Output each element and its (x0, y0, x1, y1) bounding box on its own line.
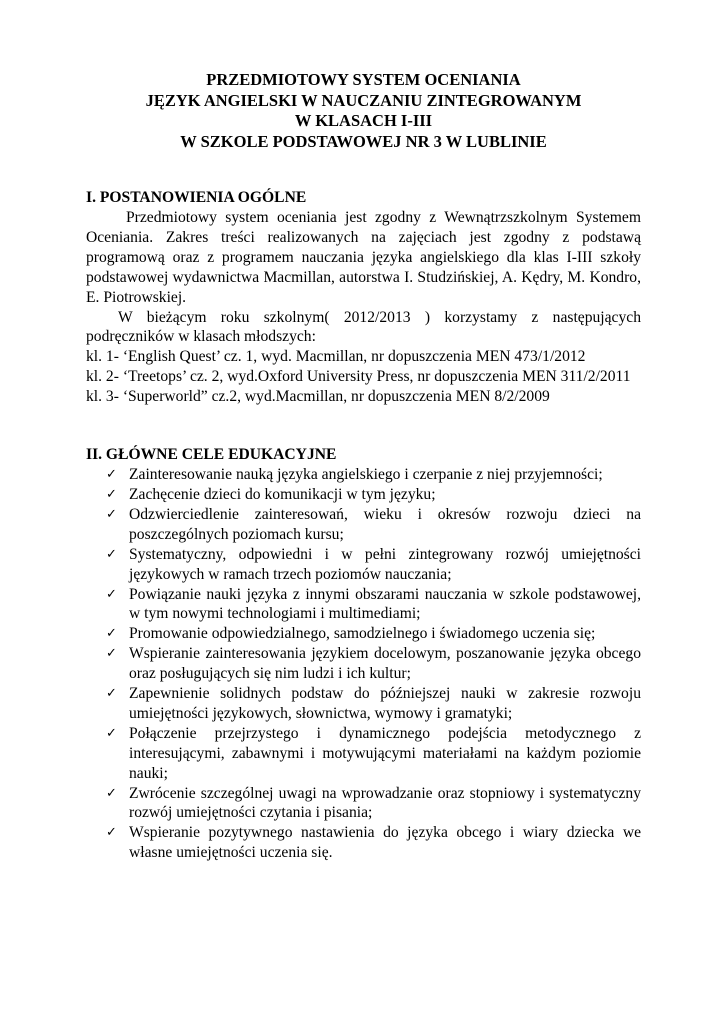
textbook-item: kl. 2- ‘Treetops’ cz. 2, wyd.Oxford University Press, nr dopuszczenia MEN 311/2/2011 (86, 368, 631, 386)
title-line-4: W SZKOLE PODSTAWOWEJ NR 3 W LUBLINIE (180, 131, 547, 151)
goal-text: Zainteresowanie nauką języka angielskiego i czerpanie z niej przyjemności; (129, 466, 603, 484)
list-item (106, 644, 641, 684)
check-icon: ✓ (106, 506, 117, 522)
list-item (106, 823, 641, 863)
list-item (106, 624, 641, 644)
goal-text: Zwrócenie szczególnej uwagi na wprowadzanie oraz stopniowy i systematyczny rozwój umiejętności czytania i pisania; (129, 784, 641, 822)
check-icon: ✓ (106, 626, 117, 642)
textbook-item: kl. 3- ‘Superworld” cz.2, wyd.Macmillan, nr dopuszczenia MEN 8/2/2009 (86, 388, 550, 406)
goal-text: Systematyczny, odpowiedni i w pełni zintegrowany rozwój umiejętności językowych w ramach trzech poziomów nauczania; (129, 545, 641, 583)
list-item (106, 585, 641, 625)
section-1-paragraph-1: Przedmiotowy system oceniania jest zgodny z Wewnątrzszkolnym Systemem Oceniania. Zakres treści realizowanych na zajęciach jest zgodny z podstawą programową oraz z programem nauczania języka angielskiego dla klas I-III szkoły podstawowej wydawnictwa Macmillan, autorstwa I. Studzińskiej, A. Kędry, M. Kondro, E. Piotrowskiej. (86, 209, 641, 306)
goal-text: Zachęcenie dzieci do komunikacji w tym języku; (129, 485, 436, 503)
list-item (106, 724, 641, 784)
document-page (86, 70, 641, 863)
check-icon: ✓ (106, 467, 117, 483)
goal-text: Wspieranie zainteresowania językiem docelowym, poszanowanie języka obcego oraz posługujących się nim ludzi i ich kultur; (129, 645, 641, 683)
title-line-3: W KLASACH I-III (294, 111, 433, 130)
textbook-list (86, 347, 641, 407)
section-1-paragraph-2: W bieżącym roku szkolnym( 2012/2013 ) korzystamy z następujących podręczników w klasach młodszych: (86, 308, 641, 346)
section-1-heading: I. POSTANOWIENIA OGÓLNE (86, 189, 307, 206)
list-item (106, 465, 641, 485)
goal-text: Połączenie przejrzystego i dynamicznego podejścia metodycznego z interesującymi, zabawnymi i motywującymi materiałami na każdym poziomie nauki; (129, 724, 641, 782)
section-educational-goals (86, 445, 641, 863)
check-icon: ✓ (106, 586, 117, 602)
check-icon: ✓ (106, 546, 117, 562)
check-icon: ✓ (106, 686, 117, 702)
title-line-2: JĘZYK ANGIELSKI W NAUCZANIU ZINTEGROWANYM (145, 90, 582, 110)
textbook-item: kl. 1- ‘English Quest’ cz. 1, wyd. Macmillan, nr dopuszczenia MEN 473/1/2012 (86, 348, 586, 366)
goal-text: Zapewnienie solidnych podstaw do późniejszej nauki w zakresie rozwoju umiejętności językowych, słownictwa, wymowy i gramatyki; (129, 685, 641, 722)
goal-text: Powiązanie nauki języka z innymi obszarami nauczania w szkole podstawowej, w tym nowymi technologiami i multimediami; (129, 585, 641, 623)
check-icon: ✓ (106, 785, 117, 801)
goal-text: Odzwierciedlenie zainteresowań, wieku i okresów rozwoju dzieci na poszczególnych poziomach kursu; (129, 505, 641, 543)
check-icon: ✓ (106, 646, 117, 662)
list-item (106, 485, 641, 505)
title-line-1: PRZEDMIOTOWY SYSTEM OCENIANIA (206, 70, 521, 89)
goal-text: Wspieranie pozytywnego nastawienia do języka obcego i wiary dziecka we własne umiejętności uczenia się. (129, 824, 641, 862)
list-item (106, 545, 641, 585)
section-2-heading: II. GŁÓWNE CELE EDUKACYJNE (86, 446, 337, 464)
list-item (106, 784, 641, 824)
goals-list (86, 465, 641, 863)
document-title (86, 70, 641, 152)
section-general-provisions (86, 188, 641, 407)
check-icon: ✓ (106, 825, 117, 841)
list-item (106, 684, 641, 724)
goal-text: Promowanie odpowiedzialnego, samodzielnego i świadomego uczenia się; (129, 625, 596, 643)
list-item (106, 505, 641, 545)
check-icon: ✓ (106, 486, 117, 502)
check-icon: ✓ (106, 725, 117, 741)
